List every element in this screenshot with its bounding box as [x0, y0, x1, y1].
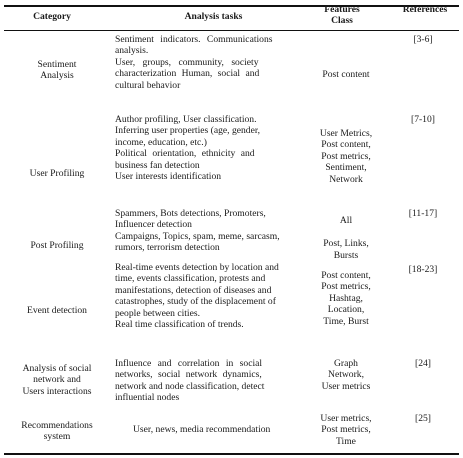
- row-sentiment-features: [312, 69, 380, 80]
- task-line: User interests identification: [115, 171, 222, 183]
- task-line: income, education, etc.): [115, 136, 207, 148]
- task-line: cultural behavior: [115, 79, 181, 91]
- task-line: Influencer detection: [115, 219, 192, 231]
- task-line: Political orientation, ethnicity and: [115, 148, 255, 160]
- category-line: Recommendations: [21, 420, 93, 431]
- feature-line: Location,: [327, 304, 365, 316]
- task-line: Real-time events detection by location and: [115, 262, 279, 273]
- task-line: characterization Human, social and: [115, 68, 260, 80]
- feature-line: Time, Burst: [323, 315, 369, 327]
- feature-line: Network,: [328, 369, 364, 381]
- feature-line: Post content: [322, 69, 370, 80]
- task-line: time, events classification, protests and: [115, 273, 266, 285]
- row-social-network-tasks: [115, 358, 312, 404]
- task-line: business fan detection: [115, 159, 200, 171]
- row-event-detection-refs: [18-23]: [408, 264, 438, 275]
- header-references: References: [402, 4, 448, 15]
- task-line: Sentiment indicators. Communications: [115, 34, 273, 45]
- task-line: influential nodes: [115, 392, 180, 404]
- feature-line: Post metrics,: [321, 424, 371, 436]
- category-line: Sentiment: [37, 59, 77, 70]
- feature-line: Post content,: [321, 270, 371, 281]
- task-line: User, news, media recommendation: [133, 424, 271, 435]
- row-social-network-category: [12, 363, 102, 397]
- row-sentiment-category: [17, 59, 97, 82]
- task-line: Inferring user properties (age, gender,: [115, 125, 261, 137]
- task-line: network and node classification, detect: [115, 380, 265, 392]
- row-sentiment-refs: [3-6]: [413, 34, 433, 45]
- category-line: system: [43, 431, 71, 443]
- category-line: User Profiling: [29, 168, 85, 179]
- row-post-profiling-features: [312, 215, 380, 261]
- row-user-profiling-refs: [7-10]: [411, 114, 435, 125]
- feature-line: Bursts: [333, 249, 359, 261]
- row-social-network-refs: [24]: [415, 358, 431, 369]
- task-line: Spammers, Bots detections, Promoters,: [115, 208, 266, 219]
- header-features-class: [312, 4, 372, 27]
- table-top-rule: [4, 5, 459, 7]
- header-analysis-tasks: Analysis tasks: [184, 11, 243, 22]
- table-bottom-rule: [4, 453, 459, 455]
- feature-line: Sentiment,: [325, 162, 367, 174]
- row-recommendations-category: [12, 420, 102, 443]
- header-bottom-rule: [4, 30, 459, 31]
- task-line: catastrophes, study of the displacement of: [115, 296, 276, 308]
- row-event-detection-category: [15, 305, 99, 316]
- row-post-profiling-tasks: [115, 208, 312, 254]
- category-line: Analysis of social: [22, 363, 92, 374]
- category-line: network and: [33, 374, 81, 386]
- task-line: manifestations, detection of diseases and: [115, 284, 272, 296]
- feature-line: Post metrics,: [321, 150, 371, 162]
- task-line: analysis.: [115, 45, 149, 57]
- feature-line: Post, Links,: [323, 238, 369, 250]
- feature-line: All: [339, 215, 353, 226]
- task-line: Campaigns, Topics, spam, meme, sarcasm,: [115, 230, 280, 242]
- row-event-detection-features: [310, 270, 382, 327]
- row-user-profiling-features: [310, 128, 382, 185]
- task-line: User, groups, community, society: [115, 56, 259, 68]
- feature-line: User metrics: [321, 380, 371, 392]
- category-line: Post Profiling: [30, 240, 84, 251]
- row-event-detection-tasks: [115, 262, 312, 330]
- feature-line: Post content,: [321, 139, 371, 151]
- row-user-profiling-tasks: [115, 114, 312, 182]
- row-post-profiling-refs: [11-17]: [408, 208, 438, 219]
- row-social-network-features: [312, 358, 380, 392]
- feature-line: Post metrics,: [321, 281, 371, 293]
- category-line: Users interactions: [22, 385, 92, 397]
- task-line: people between cities.: [115, 307, 200, 319]
- task-line: Real time classification of trends.: [115, 319, 244, 331]
- row-recommendations-refs: [25]: [415, 413, 431, 424]
- header-features-line1: Features: [324, 4, 360, 15]
- feature-line: User Metrics,: [319, 128, 373, 139]
- category-line: Analysis: [40, 70, 74, 82]
- feature-line: User metrics,: [320, 413, 372, 424]
- row-recommendations-features: [310, 413, 382, 447]
- task-line: rumors, terrorism detection: [115, 242, 220, 254]
- header-category: Category: [33, 11, 71, 22]
- row-sentiment-tasks: [115, 34, 312, 91]
- feature-line: Hashtag,: [329, 292, 363, 304]
- task-line: Influence and correlation in social: [115, 358, 263, 369]
- feature-line: Time: [336, 435, 356, 447]
- header-features-line2: Class: [331, 15, 353, 27]
- feature-line: Network: [329, 173, 363, 185]
- row-post-profiling-category: [17, 240, 97, 251]
- row-recommendations-tasks: [133, 424, 313, 435]
- category-line: Event detection: [27, 305, 87, 316]
- task-line: Author profiling, User classification.: [115, 114, 257, 125]
- task-line: networks, social network dynamics,: [115, 369, 262, 381]
- row-user-profiling-category: [17, 168, 97, 179]
- feature-line: Graph: [334, 358, 358, 369]
